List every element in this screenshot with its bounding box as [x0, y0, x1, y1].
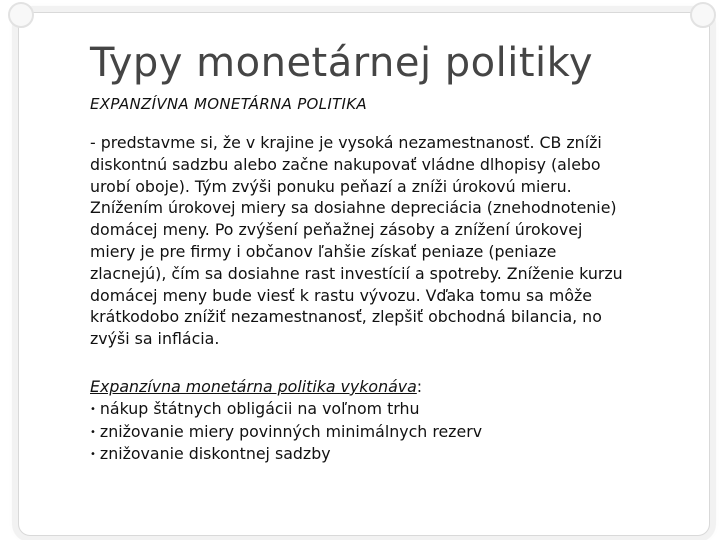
bullet-icon: • [90, 403, 96, 415]
list-item-text: znižovanie diskontnej sadzby [99, 444, 331, 464]
slide-subtitle: EXPANZÍVNA MONETÁRNA POLITIKA [90, 95, 367, 113]
list-item [90, 443, 710, 466]
list-item-text: znižovanie miery povinných minimálnych rezerv [99, 421, 483, 441]
bullet-icon: • [90, 449, 96, 461]
bullet-icon: • [90, 426, 96, 438]
list-heading-colon: : [416, 377, 423, 396]
body-paragraph: - predstavme si, že v krajine je vysoká nezamestnanosť. CB zníži diskontnú sadzbu alebo začne nakupovať vládne dlhopisy (alebo urobí oboje). Tým zvýši ponuku peňazí a zníži úrokovú mieru. Znížením úrokovej miery sa dosiahne depreciácia (znehodnotenie) domácej meny. Po zvýšení peňažnej zásoby a znížení úrokovej miery je pre firmy i občanov ľahšie získať peniaze (peniaze zlacnejú), čím sa dosiahne rast investícií a spotreby. Zníženie kurzu domácej meny bude viesť k rastu vývozu. Vďaka tomu sa môže krátkodobo znížiť nezamestnanosť, zlepšiť obchodná bilancia, no zvýši sa inflácia. [90, 133, 623, 349]
list-item-text: nákup štátnych obligácii na voľnom trhu [99, 398, 420, 418]
corner-ring-decoration [690, 2, 716, 28]
slide-title: Typy monetárnej politiky [90, 40, 594, 86]
list-heading [90, 376, 710, 398]
corner-ring-decoration [8, 2, 34, 28]
list-item [90, 398, 710, 421]
list-item [90, 421, 710, 444]
list-heading-text: Expanzívna monetárna politika vykonáva [90, 377, 417, 396]
bullet-list [90, 376, 710, 466]
